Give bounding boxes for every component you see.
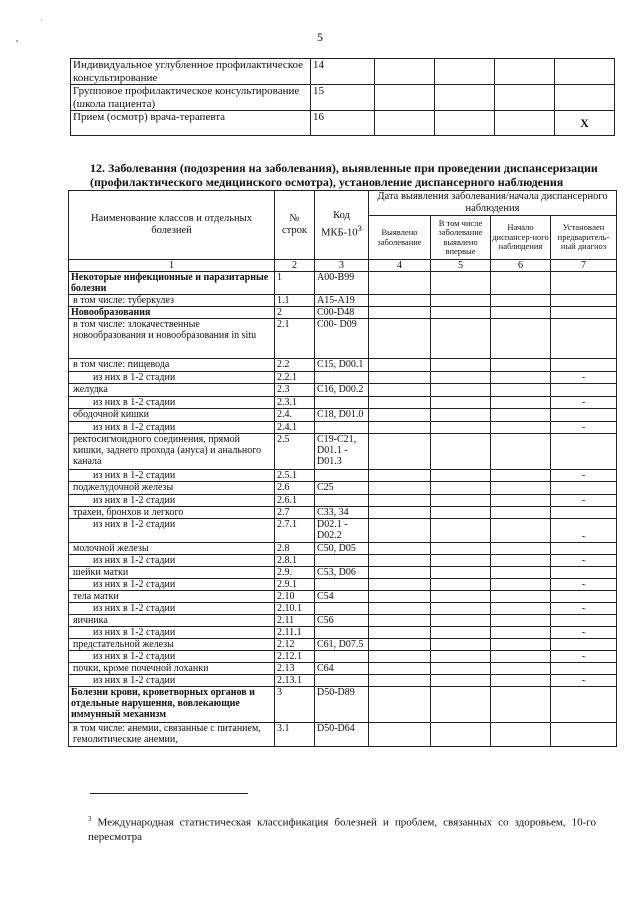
disease-row xyxy=(69,687,617,723)
header-sub-col-4: Выявлено заболевание xyxy=(369,216,431,260)
empty-cell xyxy=(431,651,491,663)
top-row-name: Индивидуальное углубленное профилактическое консультирование xyxy=(71,59,311,85)
disease-row xyxy=(69,591,617,603)
disease-name: из них в 1-2 стадии xyxy=(69,603,275,615)
empty-cell xyxy=(369,555,431,567)
disease-row-num: 2.8 xyxy=(275,543,315,555)
disease-icd-code: C54 xyxy=(315,591,369,603)
disease-name: Новообразования xyxy=(69,307,275,319)
disease-row xyxy=(69,359,617,372)
disease-row-num: 3.1 xyxy=(275,723,315,747)
disease-row xyxy=(69,627,617,639)
disease-icd-code: C19-C21, D01.1 - D01.3 xyxy=(315,434,369,470)
disease-icd-code: D50-D64 xyxy=(315,723,369,747)
dash-cell: - xyxy=(551,627,617,639)
empty-cell xyxy=(491,422,551,434)
empty-cell xyxy=(491,651,551,663)
empty-cell xyxy=(431,507,491,519)
empty-cell xyxy=(431,397,491,409)
empty-cell xyxy=(491,603,551,615)
empty-cell xyxy=(491,434,551,470)
disease-row-num: 2.2.1 xyxy=(275,372,315,384)
empty-cell xyxy=(369,639,431,651)
disease-icd-code xyxy=(315,555,369,567)
empty-cell xyxy=(431,555,491,567)
section-heading: 12. Заболевания (подозрения на заболевания), выявленные при проведении диспансеризации (профилактического медицинского осмотра), установление диспансерного наблюдения xyxy=(90,161,598,189)
disease-icd-code: C00- D09 xyxy=(315,319,369,359)
dash-cell: - xyxy=(551,470,617,482)
disease-icd-code: C25 xyxy=(315,482,369,495)
disease-icd-code: C18, D01.0 xyxy=(315,409,369,422)
disease-row-num: 2.7 xyxy=(275,507,315,519)
disease-row xyxy=(69,422,617,434)
disease-row xyxy=(69,495,617,507)
disease-row-num: 2.8.1 xyxy=(275,555,315,567)
disease-name: из них в 1-2 стадии xyxy=(69,651,275,663)
disease-name: ободочной кишки xyxy=(69,409,275,422)
disease-name: поджелудочной железы xyxy=(69,482,275,495)
disease-row xyxy=(69,543,617,555)
empty-cell xyxy=(491,482,551,495)
disease-icd-code: C64 xyxy=(315,663,369,675)
footnote-text: Международная статистическая классификация болезней и проблем, связанных со здоровьем, 10-го пересмотра xyxy=(88,816,596,843)
empty-cell xyxy=(491,663,551,675)
disease-icd-code xyxy=(315,675,369,687)
disease-row-num: 2.3.1 xyxy=(275,397,315,409)
disease-row-num: 1.1 xyxy=(275,295,315,307)
disease-row-num: 2.2 xyxy=(275,359,315,372)
empty-cell xyxy=(431,723,491,747)
empty-cell xyxy=(551,359,617,372)
empty-cell xyxy=(369,359,431,372)
disease-name: из них в 1-2 стадии xyxy=(69,372,275,384)
empty-cell xyxy=(491,307,551,319)
disease-icd-code: D50-D89 xyxy=(315,687,369,723)
empty-cell xyxy=(431,295,491,307)
disease-row xyxy=(69,579,617,591)
disease-row xyxy=(69,519,617,543)
empty-cell xyxy=(369,307,431,319)
top-row-mark xyxy=(375,85,435,111)
empty-cell xyxy=(551,507,617,519)
empty-cell xyxy=(491,272,551,295)
top-row-num: 14 xyxy=(311,59,375,85)
disease-name: трахеи, бронхов и легкого xyxy=(69,507,275,519)
header-num-col: № строк xyxy=(275,191,315,260)
header-group-col: Дата выявления заболевания/начала диспансерного наблюдения xyxy=(369,191,617,216)
disease-row-num: 1 xyxy=(275,272,315,295)
disease-icd-code xyxy=(315,470,369,482)
empty-cell xyxy=(551,543,617,555)
dash-cell: - xyxy=(551,397,617,409)
col-num-2: 2 xyxy=(275,260,315,272)
disease-icd-code: C16, D00.2 xyxy=(315,384,369,397)
header-name-col: Наименование классов и отдельных болезней xyxy=(69,191,275,260)
empty-cell xyxy=(431,591,491,603)
disease-name: шейки матки xyxy=(69,567,275,579)
dash-cell: - xyxy=(551,579,617,591)
disease-icd-code: D02.1 - D02.2 xyxy=(315,519,369,543)
empty-cell xyxy=(369,470,431,482)
empty-cell xyxy=(551,663,617,675)
empty-cell xyxy=(491,495,551,507)
empty-cell xyxy=(551,409,617,422)
disease-row-num: 2.5 xyxy=(275,434,315,470)
disease-row xyxy=(69,663,617,675)
disease-row xyxy=(69,409,617,422)
empty-cell xyxy=(551,567,617,579)
disease-name: в том числе: злокачественные новообразования и новообразования in situ xyxy=(69,319,275,359)
disease-name: в том числе: анемии, связанные с питанием, гемолитические анемии, xyxy=(69,723,275,747)
diseases-table xyxy=(68,190,617,747)
header-sub-col-6: Начало диспансер-ного наблюдения xyxy=(491,216,551,260)
disease-row xyxy=(69,675,617,687)
disease-icd-code xyxy=(315,495,369,507)
header-sub-col-5: В том числе заболевание выявлено впервые xyxy=(431,216,491,260)
empty-cell xyxy=(551,434,617,470)
empty-cell xyxy=(431,482,491,495)
disease-name: из них в 1-2 стадии xyxy=(69,470,275,482)
header-code-label: Код МКБ-10 xyxy=(321,210,358,239)
disease-name: молочной железы xyxy=(69,543,275,555)
disease-name: в том числе: туберкулез xyxy=(69,295,275,307)
empty-cell xyxy=(551,639,617,651)
column-number-row xyxy=(69,260,617,272)
disease-row xyxy=(69,651,617,663)
disease-row-num: 2.1 xyxy=(275,319,315,359)
top-row-name: Прием (осмотр) врача-терапевта xyxy=(71,111,311,136)
disease-icd-code: A15-A19 xyxy=(315,295,369,307)
empty-cell xyxy=(369,627,431,639)
disease-name: из них в 1-2 стадии xyxy=(69,627,275,639)
disease-name: из них в 1-2 стадии xyxy=(69,397,275,409)
empty-cell xyxy=(369,295,431,307)
footnote xyxy=(88,812,596,844)
disease-name: из них в 1-2 стадии xyxy=(69,555,275,567)
empty-cell xyxy=(431,359,491,372)
top-row-mark: X xyxy=(555,111,615,136)
col-num-3: 3 xyxy=(315,260,369,272)
disease-row-num: 3 xyxy=(275,687,315,723)
disease-icd-code: C56 xyxy=(315,615,369,627)
disease-row xyxy=(69,482,617,495)
empty-cell xyxy=(369,422,431,434)
empty-cell xyxy=(369,507,431,519)
empty-cell xyxy=(431,519,491,543)
disease-name: в том числе: пищевода xyxy=(69,359,275,372)
top-row-mark xyxy=(375,59,435,85)
col-num-4: 4 xyxy=(369,260,431,272)
empty-cell xyxy=(491,639,551,651)
empty-cell xyxy=(491,723,551,747)
top-table-row xyxy=(71,59,615,85)
empty-cell xyxy=(431,422,491,434)
empty-cell xyxy=(551,482,617,495)
empty-cell xyxy=(369,543,431,555)
empty-cell xyxy=(431,409,491,422)
footnote-sup: 3 xyxy=(88,815,92,823)
top-row-mark xyxy=(375,111,435,136)
empty-cell xyxy=(369,687,431,723)
empty-cell xyxy=(431,372,491,384)
empty-cell xyxy=(551,295,617,307)
empty-cell xyxy=(369,384,431,397)
disease-icd-code: C50, D05 xyxy=(315,543,369,555)
empty-cell xyxy=(491,470,551,482)
disease-name: из них в 1-2 стадии xyxy=(69,675,275,687)
empty-cell xyxy=(369,603,431,615)
empty-cell xyxy=(431,603,491,615)
disease-row xyxy=(69,372,617,384)
empty-cell xyxy=(369,482,431,495)
disease-row xyxy=(69,723,617,747)
empty-cell xyxy=(551,272,617,295)
empty-cell xyxy=(369,519,431,543)
disease-row-num: 2.7.1 xyxy=(275,519,315,543)
disease-row-num: 2.13.1 xyxy=(275,675,315,687)
empty-cell xyxy=(369,579,431,591)
empty-cell xyxy=(369,372,431,384)
disease-row-num: 2.6 xyxy=(275,482,315,495)
disease-row xyxy=(69,307,617,319)
empty-cell xyxy=(491,507,551,519)
disease-row xyxy=(69,507,617,519)
empty-cell xyxy=(431,675,491,687)
top-table xyxy=(70,58,615,136)
empty-cell xyxy=(369,495,431,507)
disease-icd-code: C61, D07.5 xyxy=(315,639,369,651)
disease-icd-code: C15, D00.1 xyxy=(315,359,369,372)
empty-cell xyxy=(369,434,431,470)
disease-row xyxy=(69,603,617,615)
disease-name: Некоторые инфекционные и паразитарные болезни xyxy=(69,272,275,295)
col-num-6: 6 xyxy=(491,260,551,272)
dash-cell: - xyxy=(551,555,617,567)
page-number: 5 xyxy=(317,30,323,44)
disease-row xyxy=(69,555,617,567)
dash-cell: - xyxy=(551,675,617,687)
top-row-mark xyxy=(495,111,555,136)
top-row-mark xyxy=(495,59,555,85)
empty-cell xyxy=(551,723,617,747)
top-row-mark xyxy=(435,59,495,85)
disease-row xyxy=(69,319,617,359)
disease-row xyxy=(69,295,617,307)
col-num-5: 5 xyxy=(431,260,491,272)
disease-name: желудка xyxy=(69,384,275,397)
empty-cell xyxy=(369,663,431,675)
empty-cell xyxy=(431,615,491,627)
header-code-sup: 3 xyxy=(357,223,362,234)
disease-row-num: 2.13 xyxy=(275,663,315,675)
disease-row-num: 2.5.1 xyxy=(275,470,315,482)
empty-cell xyxy=(431,384,491,397)
disease-row-num: 2 xyxy=(275,307,315,319)
empty-cell xyxy=(431,663,491,675)
disease-row-num: 2.9.1 xyxy=(275,579,315,591)
empty-cell xyxy=(431,434,491,470)
disease-name: из них в 1-2 стадии xyxy=(69,422,275,434)
empty-cell xyxy=(369,591,431,603)
empty-cell xyxy=(431,579,491,591)
empty-cell xyxy=(369,675,431,687)
empty-cell xyxy=(491,579,551,591)
disease-row xyxy=(69,384,617,397)
empty-cell xyxy=(369,397,431,409)
empty-cell xyxy=(491,295,551,307)
empty-cell xyxy=(431,495,491,507)
disease-name: ректосигмоидного соединения, прямой кишки, заднего прохода (ануса) и анального канала xyxy=(69,434,275,470)
empty-cell xyxy=(491,409,551,422)
disease-icd-code xyxy=(315,651,369,663)
disease-row xyxy=(69,639,617,651)
empty-cell xyxy=(431,307,491,319)
top-row-name: Групповое профилактическое консультирование (школа пациента) xyxy=(71,85,311,111)
disease-row-num: 2.4.1 xyxy=(275,422,315,434)
disease-name: из них в 1-2 стадии xyxy=(69,519,275,543)
empty-cell xyxy=(491,519,551,543)
disease-row xyxy=(69,615,617,627)
disease-row-num: 2.4. xyxy=(275,409,315,422)
empty-cell xyxy=(551,307,617,319)
dash-cell: - xyxy=(551,603,617,615)
disease-row-num: 2.12.1 xyxy=(275,651,315,663)
disease-name: Болезни крови, кроветворных органов и отдельные нарушения, вовлекающие иммунный механизм xyxy=(69,687,275,723)
disease-icd-code xyxy=(315,422,369,434)
empty-cell xyxy=(491,615,551,627)
top-row-mark xyxy=(495,85,555,111)
empty-cell xyxy=(491,687,551,723)
empty-cell xyxy=(431,687,491,723)
empty-cell xyxy=(431,639,491,651)
disease-row-num: 2.9. xyxy=(275,567,315,579)
empty-cell xyxy=(551,591,617,603)
top-row-mark xyxy=(435,111,495,136)
empty-cell xyxy=(431,567,491,579)
disease-icd-code xyxy=(315,579,369,591)
header-sub-col-7: Установлен предваритель-ный диагноз xyxy=(551,216,617,260)
disease-icd-code xyxy=(315,372,369,384)
empty-cell xyxy=(369,272,431,295)
empty-cell xyxy=(551,687,617,723)
empty-cell xyxy=(551,319,617,359)
disease-row-num: 2.10 xyxy=(275,591,315,603)
empty-cell xyxy=(369,319,431,359)
empty-cell xyxy=(551,384,617,397)
disease-row-num: 2.11.1 xyxy=(275,627,315,639)
empty-cell xyxy=(491,397,551,409)
empty-cell xyxy=(491,372,551,384)
empty-cell xyxy=(491,543,551,555)
disease-name: тела матки xyxy=(69,591,275,603)
top-row-mark xyxy=(555,59,615,85)
empty-cell xyxy=(431,543,491,555)
footnote-separator xyxy=(90,793,248,794)
disease-row-num: 2.12 xyxy=(275,639,315,651)
disease-name: из них в 1-2 стадии xyxy=(69,495,275,507)
disease-name: яичника xyxy=(69,615,275,627)
disease-row xyxy=(69,434,617,470)
disease-icd-code: A00-B99 xyxy=(315,272,369,295)
empty-cell xyxy=(491,359,551,372)
scan-mark: ` xyxy=(40,18,43,27)
disease-icd-code xyxy=(315,627,369,639)
disease-row xyxy=(69,397,617,409)
top-row-num: 15 xyxy=(311,85,375,111)
empty-cell xyxy=(369,567,431,579)
empty-cell xyxy=(491,591,551,603)
empty-cell xyxy=(491,675,551,687)
top-row-mark xyxy=(555,85,615,111)
top-table-row xyxy=(71,111,615,136)
disease-row-num: 2.3 xyxy=(275,384,315,397)
top-row-mark xyxy=(435,85,495,111)
dash-cell: - xyxy=(551,422,617,434)
dash-cell: - xyxy=(551,372,617,384)
disease-row xyxy=(69,470,617,482)
top-row-num: 16 xyxy=(311,111,375,136)
empty-cell xyxy=(431,272,491,295)
empty-cell xyxy=(369,615,431,627)
disease-row-num: 2.11 xyxy=(275,615,315,627)
disease-name: из них в 1-2 стадии xyxy=(69,579,275,591)
empty-cell xyxy=(369,409,431,422)
disease-icd-code: C53, D06 xyxy=(315,567,369,579)
empty-cell xyxy=(431,627,491,639)
col-num-7: 7 xyxy=(551,260,617,272)
disease-row-num: 2.10.1 xyxy=(275,603,315,615)
top-table-row xyxy=(71,85,615,111)
disease-name: предстательной железы xyxy=(69,639,275,651)
empty-cell xyxy=(551,615,617,627)
empty-cell xyxy=(491,627,551,639)
disease-row xyxy=(69,567,617,579)
header-code-col xyxy=(315,191,369,260)
empty-cell xyxy=(431,470,491,482)
empty-cell xyxy=(491,384,551,397)
disease-icd-code: C33, 34 xyxy=(315,507,369,519)
disease-icd-code xyxy=(315,603,369,615)
empty-cell xyxy=(431,319,491,359)
disease-icd-code: C00-D48 xyxy=(315,307,369,319)
col-num-1: 1 xyxy=(69,260,275,272)
dash-cell: - xyxy=(551,519,617,543)
empty-cell xyxy=(491,567,551,579)
dash-cell: - xyxy=(551,495,617,507)
disease-name: почки, кроме почечной лоханки xyxy=(69,663,275,675)
disease-row xyxy=(69,272,617,295)
empty-cell xyxy=(369,723,431,747)
disease-row-num: 2.6.1 xyxy=(275,495,315,507)
empty-cell xyxy=(369,651,431,663)
dash-cell: - xyxy=(551,651,617,663)
empty-cell xyxy=(491,319,551,359)
disease-icd-code xyxy=(315,397,369,409)
empty-cell xyxy=(491,555,551,567)
